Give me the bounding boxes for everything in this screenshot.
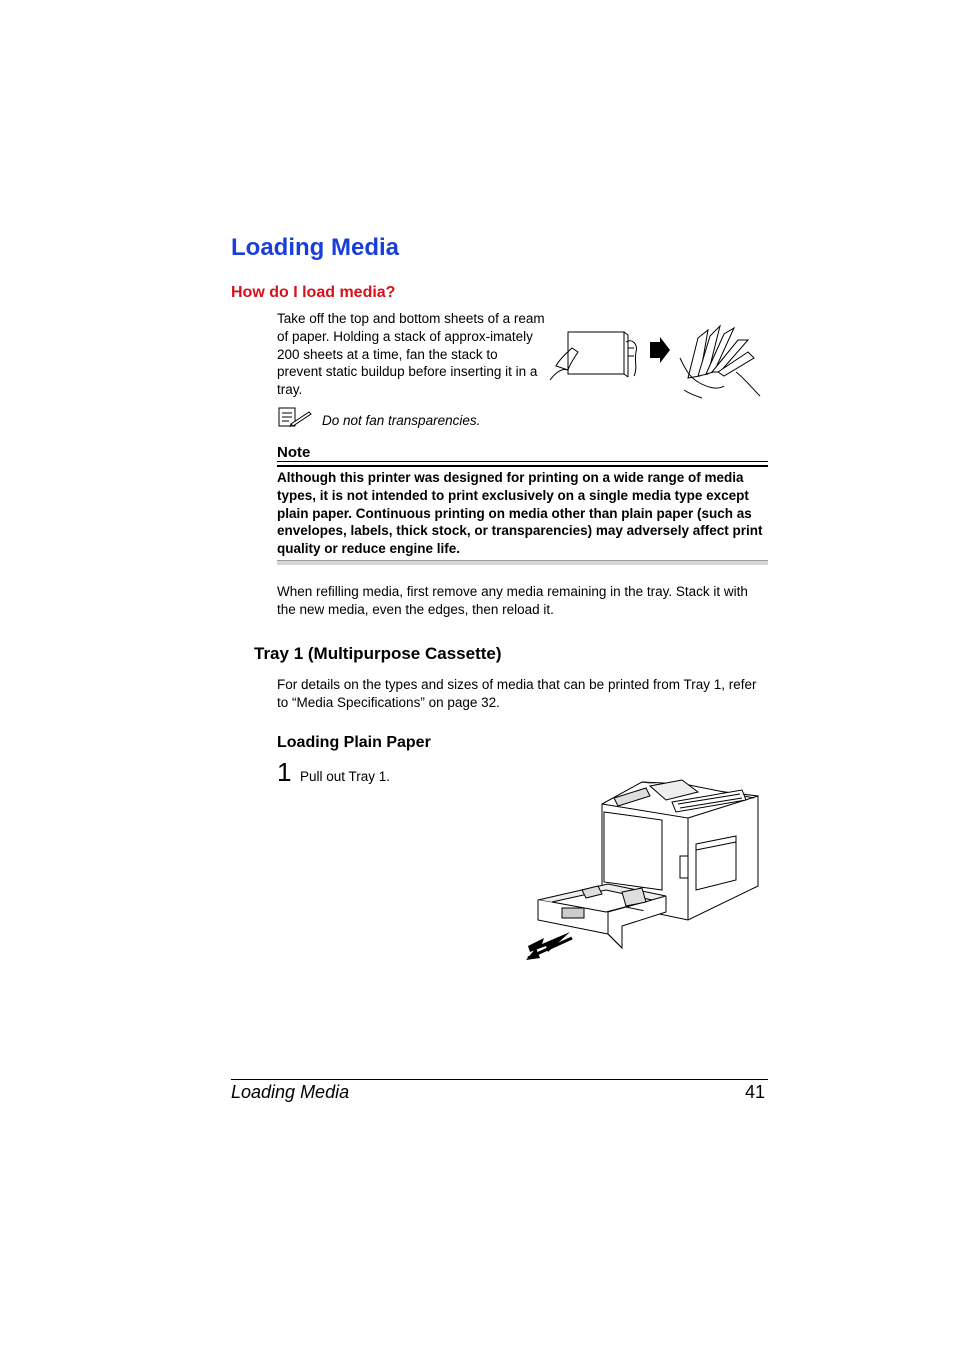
page-number: 41 <box>745 1082 766 1102</box>
printer-tray-illustration <box>522 772 764 964</box>
footer-rule <box>231 1079 768 1080</box>
fan-warning-note: Do not fan transparencies. <box>322 413 481 428</box>
fan-paper-illustration <box>548 318 770 400</box>
note-body: Although this printer was designed for printing on a wide range of media types, it is not intended to print exclusively on a single media type except plain paper. Continuous printing on media other than plain paper (such as envelopes, labels, thick stock, or transparencies) may adversely affect print quality or reduce engine life. <box>277 470 763 557</box>
note-bottom-rule <box>277 560 768 565</box>
step-number: 1 <box>277 757 292 787</box>
intro-paragraph: Take off the top and bottom sheets of a ream of paper. Holding a stack of approx-imately 200 sheets at a time, fan the stack to prevent static buildup before inserting it in a tray. <box>277 311 545 398</box>
note-pad-icon <box>277 406 313 430</box>
footer-section-title: Loading Media <box>231 1082 350 1102</box>
tray-section-paragraph: For details on the types and sizes of media that can be printed from Tray 1, refer to “Media Specifications” on page 32. <box>277 677 757 710</box>
tray-section-title: Tray 1 (Multipurpose Cassette) <box>254 644 502 663</box>
procedure-title: Loading Plain Paper <box>277 734 431 751</box>
section-heading: How do I load media? <box>231 284 396 301</box>
step-text: Pull out Tray 1. <box>300 769 391 784</box>
refill-paragraph: When refilling media, first remove any media remaining in the tray. Stack it with the new media, even the edges, then reload it. <box>277 584 748 617</box>
note-top-rule <box>277 461 768 462</box>
note-top-rule-thick <box>277 465 768 467</box>
page-title: Loading Media <box>231 234 399 261</box>
note-label: Note <box>277 444 311 461</box>
